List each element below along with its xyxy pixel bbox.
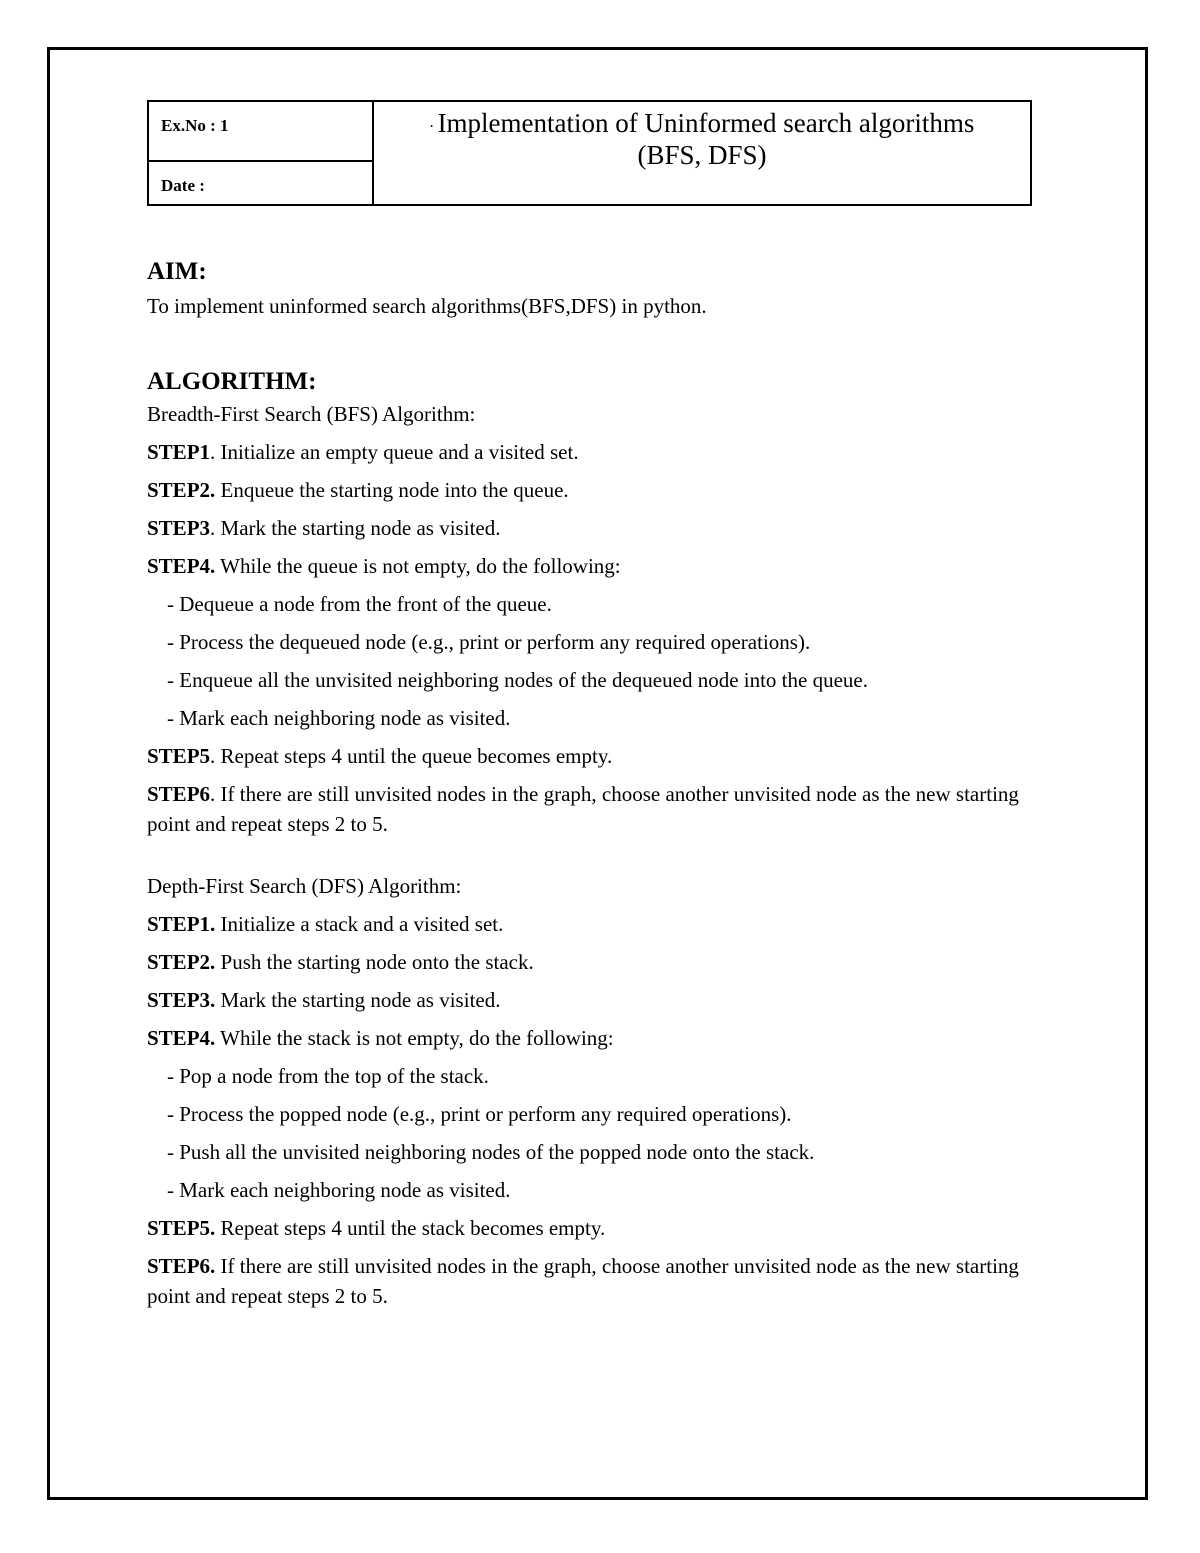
step-label: STEP1 bbox=[147, 440, 211, 464]
step-text: While the stack is not empty, do the following: bbox=[220, 1026, 614, 1050]
title-line-2: (BFS, DFS) bbox=[637, 140, 767, 170]
bfs-substep: - Mark each neighboring node as visited. bbox=[167, 706, 511, 730]
step-label: STEP5 bbox=[147, 744, 211, 768]
bfs-step-3 bbox=[147, 513, 1047, 543]
title-line-1-text: Implementation of Uninformed search algorithms bbox=[437, 108, 975, 138]
bfs-substep: - Dequeue a node from the front of the queue. bbox=[167, 592, 552, 616]
step-sep: . bbox=[210, 782, 221, 806]
step-text: Enqueue the starting node into the queue. bbox=[220, 478, 569, 502]
dfs-step-1 bbox=[147, 909, 1047, 939]
step-label: STEP6 bbox=[147, 782, 211, 806]
bfs-step-1 bbox=[147, 437, 1047, 467]
step-text: If there are still unvisited nodes in the graph, choose another unvisited node as the new starting point and repeat steps 2 to 5. bbox=[147, 1254, 1019, 1308]
dfs-substep: - Push all the unvisited neighboring nodes of the popped node onto the stack. bbox=[167, 1140, 815, 1164]
bfs-step-5 bbox=[147, 741, 1047, 771]
step-text: Mark the starting node as visited. bbox=[220, 516, 501, 540]
dfs-step-2 bbox=[147, 947, 1047, 977]
step-text: If there are still unvisited nodes in the graph, choose another unvisited node as the new starting point and repeat steps 2 to 5. bbox=[147, 782, 1019, 836]
step-label: STEP3. bbox=[147, 988, 216, 1012]
step-sep: . bbox=[210, 440, 221, 464]
bfs-step-6 bbox=[147, 779, 1047, 839]
dfs-substep: - Pop a node from the top of the stack. bbox=[167, 1064, 489, 1088]
bfs-substep: - Process the dequeued node (e.g., print or perform any required operations). bbox=[167, 630, 811, 654]
date-label: Date : bbox=[161, 176, 205, 195]
step-sep: . bbox=[210, 744, 221, 768]
dfs-step-5 bbox=[147, 1213, 1047, 1243]
step-label: STEP1. bbox=[147, 912, 216, 936]
step-text: Push the starting node onto the stack. bbox=[220, 950, 534, 974]
dfs-title: Depth-First Search (DFS) Algorithm: bbox=[147, 874, 462, 898]
step-label: STEP3 bbox=[147, 516, 211, 540]
dfs-step-3 bbox=[147, 985, 1047, 1015]
main-content bbox=[147, 255, 1047, 1319]
step-label: STEP5. bbox=[147, 1216, 216, 1240]
step-text: Initialize a stack and a visited set. bbox=[220, 912, 504, 936]
step-label: STEP6. bbox=[147, 1254, 216, 1278]
step-sep: . bbox=[210, 516, 221, 540]
step-text: While the queue is not empty, do the following: bbox=[220, 554, 621, 578]
bfs-title: Breadth-First Search (BFS) Algorithm: bbox=[147, 402, 476, 426]
exno-label: Ex.No : 1 bbox=[149, 102, 372, 162]
bfs-substep: - Enqueue all the unvisited neighboring nodes of the dequeued node into the queue. bbox=[167, 668, 868, 692]
bfs-step-2 bbox=[147, 475, 1047, 505]
title-line-1 bbox=[374, 107, 1030, 139]
algorithm-heading: ALGORITHM: bbox=[147, 368, 317, 395]
step-label: STEP2. bbox=[147, 478, 216, 502]
title-dot: . bbox=[429, 114, 434, 131]
step-text: Initialize an empty queue and a visited set. bbox=[220, 440, 579, 464]
step-text: Repeat steps 4 until the queue becomes empty. bbox=[220, 744, 613, 768]
dfs-substep: - Mark each neighboring node as visited. bbox=[167, 1178, 511, 1202]
header-left-column bbox=[149, 102, 374, 204]
step-label: STEP2. bbox=[147, 950, 216, 974]
aim-text: To implement uninformed search algorithms(BFS,DFS) in python. bbox=[147, 294, 707, 318]
dfs-step-4 bbox=[147, 1023, 1047, 1053]
bfs-step-4 bbox=[147, 551, 1047, 581]
step-label: STEP4. bbox=[147, 1026, 216, 1050]
dfs-substep: - Process the popped node (e.g., print or perform any required operations). bbox=[167, 1102, 792, 1126]
step-label: STEP4. bbox=[147, 554, 216, 578]
aim-heading: AIM: bbox=[147, 258, 207, 285]
header-table bbox=[147, 100, 1032, 206]
step-text: Repeat steps 4 until the stack becomes empty. bbox=[220, 1216, 606, 1240]
step-text: Mark the starting node as visited. bbox=[220, 988, 501, 1012]
document-title bbox=[374, 102, 1030, 204]
dfs-step-6 bbox=[147, 1251, 1047, 1311]
